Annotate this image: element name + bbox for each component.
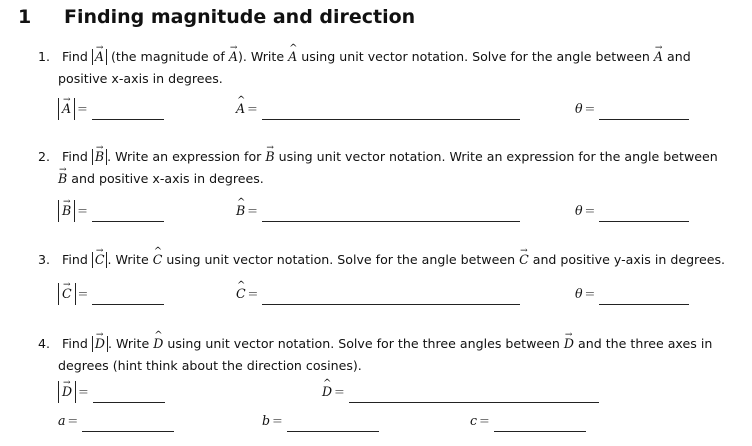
answer-row-1b: [236, 98, 520, 120]
unit-vector-c-field[interactable]: [262, 288, 520, 305]
question-number: 1.: [38, 49, 51, 64]
unit-c: C ^: [236, 283, 246, 305]
equals-sign: =: [247, 203, 258, 218]
unit-a: A ^: [236, 98, 245, 120]
equals-sign: =: [584, 101, 596, 116]
q2-line2: and positive x-axis in degrees.: [71, 171, 264, 186]
unit-a: A ^: [288, 46, 297, 68]
alpha-label: a: [58, 413, 66, 428]
q4-find: Find: [62, 336, 88, 351]
q1-text-b: ). Write: [237, 49, 285, 64]
magnitude-c-field[interactable]: [92, 288, 164, 305]
abs-b: [92, 149, 107, 165]
answer-row-3b: [236, 283, 520, 305]
unit-vector-d-field[interactable]: [349, 386, 599, 403]
q3-text-a: . Write: [107, 252, 149, 267]
theta-label: θ: [575, 286, 583, 301]
vector-d: D →: [62, 381, 72, 403]
q3-text-c: and positive y-axis in degrees.: [532, 252, 726, 267]
abs-b: [58, 200, 75, 222]
vector-d: D →: [564, 333, 574, 355]
magnitude-a-field[interactable]: [92, 103, 164, 120]
abs-d: [92, 336, 108, 352]
question-3: [38, 249, 738, 271]
q1-text-c: using unit vector notation. Solve for the angle between: [301, 49, 650, 64]
q2-find: Find: [62, 149, 88, 164]
unit-b: B ^: [236, 200, 245, 222]
unit-vector-a-field[interactable]: [262, 103, 520, 120]
answer-row-1: [58, 98, 164, 120]
answer-row-2: [58, 200, 164, 222]
q1-text-d: and: [667, 49, 691, 64]
magnitude-d-field[interactable]: [93, 386, 165, 403]
theta-label: θ: [575, 101, 583, 116]
abs-c: [58, 283, 76, 305]
section-number: 1: [18, 6, 32, 28]
q3-text-b: using unit vector notation. Solve for the angle between: [166, 252, 516, 267]
vector-a: A →: [62, 98, 71, 120]
question-2: [38, 146, 738, 190]
equals-sign: =: [584, 203, 596, 218]
question-4: [38, 333, 738, 377]
beta-label: b: [262, 413, 271, 428]
vector-a: A →: [95, 49, 104, 65]
q1-text-a: (the magnitude of: [110, 49, 225, 64]
q2-text-b: using unit vector notation. Write an expression for the angle between: [278, 149, 718, 164]
question-number: 2.: [38, 149, 51, 164]
answer-row-2b: [236, 200, 520, 222]
equals-sign: =: [479, 413, 490, 428]
q3-find: Find: [62, 252, 88, 267]
unit-c: C ^: [153, 249, 163, 271]
unit-d: D ^: [322, 381, 332, 403]
answer-row-2c: [575, 200, 689, 222]
equals-sign: =: [77, 286, 89, 301]
section-title: Finding magnitude and direction: [64, 6, 416, 28]
answer-row-4c: [58, 410, 174, 432]
q2-line2-wrap: [38, 168, 738, 190]
angle-b-field[interactable]: [287, 415, 379, 432]
answer-row-3c: [575, 283, 689, 305]
magnitude-b-field[interactable]: [92, 205, 164, 222]
q2-text-a: . Write an expression for: [107, 149, 262, 164]
vector-c: C →: [519, 249, 529, 271]
vector-c: C →: [62, 283, 72, 305]
vector-a: A →: [229, 46, 238, 68]
unit-vector-b-field[interactable]: [262, 205, 520, 222]
question-number: 4.: [38, 336, 51, 351]
equals-sign: =: [77, 101, 88, 116]
angle-c-field[interactable]: [494, 415, 586, 432]
abs-a: [58, 98, 75, 120]
q4-text-c: and the three axes in: [578, 336, 713, 351]
answer-row-4d: [262, 410, 379, 432]
angle-c-field[interactable]: [599, 288, 689, 305]
abs-a: [92, 49, 107, 65]
q1-find: Find: [62, 49, 88, 64]
theta-label: θ: [575, 203, 583, 218]
vector-b: B →: [265, 146, 274, 168]
vector-b: B →: [58, 168, 67, 190]
equals-sign: =: [67, 413, 79, 428]
answer-row-4e: [470, 410, 586, 432]
q4-text-a: . Write: [107, 336, 150, 351]
equals-sign: =: [584, 286, 596, 301]
gamma-label: c: [470, 413, 478, 428]
abs-d: [58, 381, 76, 403]
angle-a-field[interactable]: [82, 415, 174, 432]
vector-a: A →: [654, 46, 663, 68]
equals-sign: =: [247, 101, 258, 116]
equals-sign: =: [272, 413, 283, 428]
vector-b: B →: [95, 149, 104, 165]
question-1: [38, 46, 738, 90]
q4-text-b: using unit vector notation. Solve for the three angles between: [167, 336, 560, 351]
answer-row-3: [58, 283, 164, 305]
equals-sign: =: [77, 203, 88, 218]
answer-row-1c: [575, 98, 689, 120]
equals-sign: =: [78, 384, 89, 399]
unit-d: D ^: [153, 333, 163, 355]
vector-b: B →: [62, 200, 71, 222]
abs-c: [92, 252, 108, 268]
answer-row-4: [58, 381, 165, 403]
q1-line2: positive x-axis in degrees.: [58, 71, 223, 86]
angle-b-field[interactable]: [599, 205, 689, 222]
vector-d: D →: [95, 336, 105, 352]
question-number: 3.: [38, 252, 51, 267]
angle-a-field[interactable]: [599, 103, 689, 120]
vector-c: C →: [95, 252, 105, 268]
q4-line2: degrees (hint think about the direction cosines).: [58, 358, 362, 373]
answer-row-4b: [322, 381, 599, 403]
equals-sign: =: [247, 286, 259, 301]
equals-sign: =: [334, 384, 345, 399]
